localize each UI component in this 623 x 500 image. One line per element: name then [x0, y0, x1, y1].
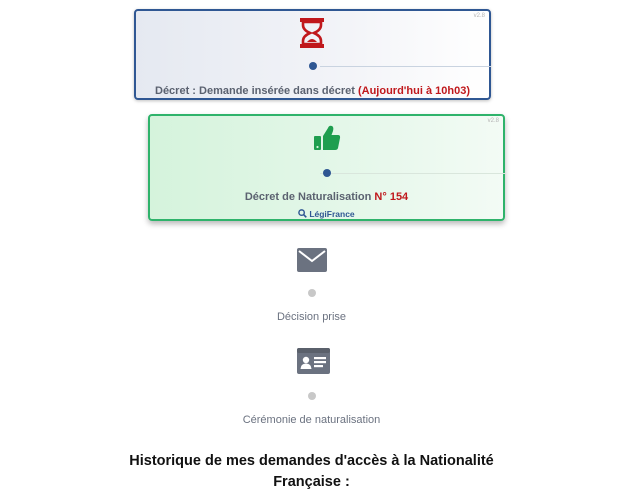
thumbs-up-icon [313, 124, 341, 152]
envelope-icon [297, 248, 327, 272]
step-label-decret: Décret : Demande insérée dans décret (Aujourd'hui à 10h03) [155, 85, 470, 97]
history-title: Historique de mes demandes d'accès à la Nationalité Française : [129, 453, 494, 490]
timeline-dot-pending [308, 289, 316, 297]
step-card-naturalisation [148, 114, 505, 221]
decret-number: N° 154 [374, 191, 409, 203]
step-card-decret [134, 9, 491, 100]
hourglass-icon [299, 17, 325, 49]
step-label-decision: Décision prise [276, 311, 347, 323]
id-card-icon [297, 348, 330, 374]
step-label-naturalisation: Décret de Naturalisation N° 154 [244, 191, 409, 203]
timeline-connector [320, 173, 505, 174]
timeline-dot-done [323, 169, 331, 177]
legifrance-link[interactable]: LégiFrance [150, 209, 503, 219]
search-icon [298, 209, 307, 218]
timeline-connector [320, 66, 491, 67]
version-label: v2.8 [487, 118, 499, 124]
decret-date: (Aujourd'hui à 10h03) [357, 85, 470, 97]
step-label-ceremonie: Cérémonie de naturalisation [242, 414, 381, 426]
timeline-dot-current [309, 62, 317, 70]
version-label: v2.8 [473, 13, 485, 19]
timeline-dot-pending [308, 392, 316, 400]
